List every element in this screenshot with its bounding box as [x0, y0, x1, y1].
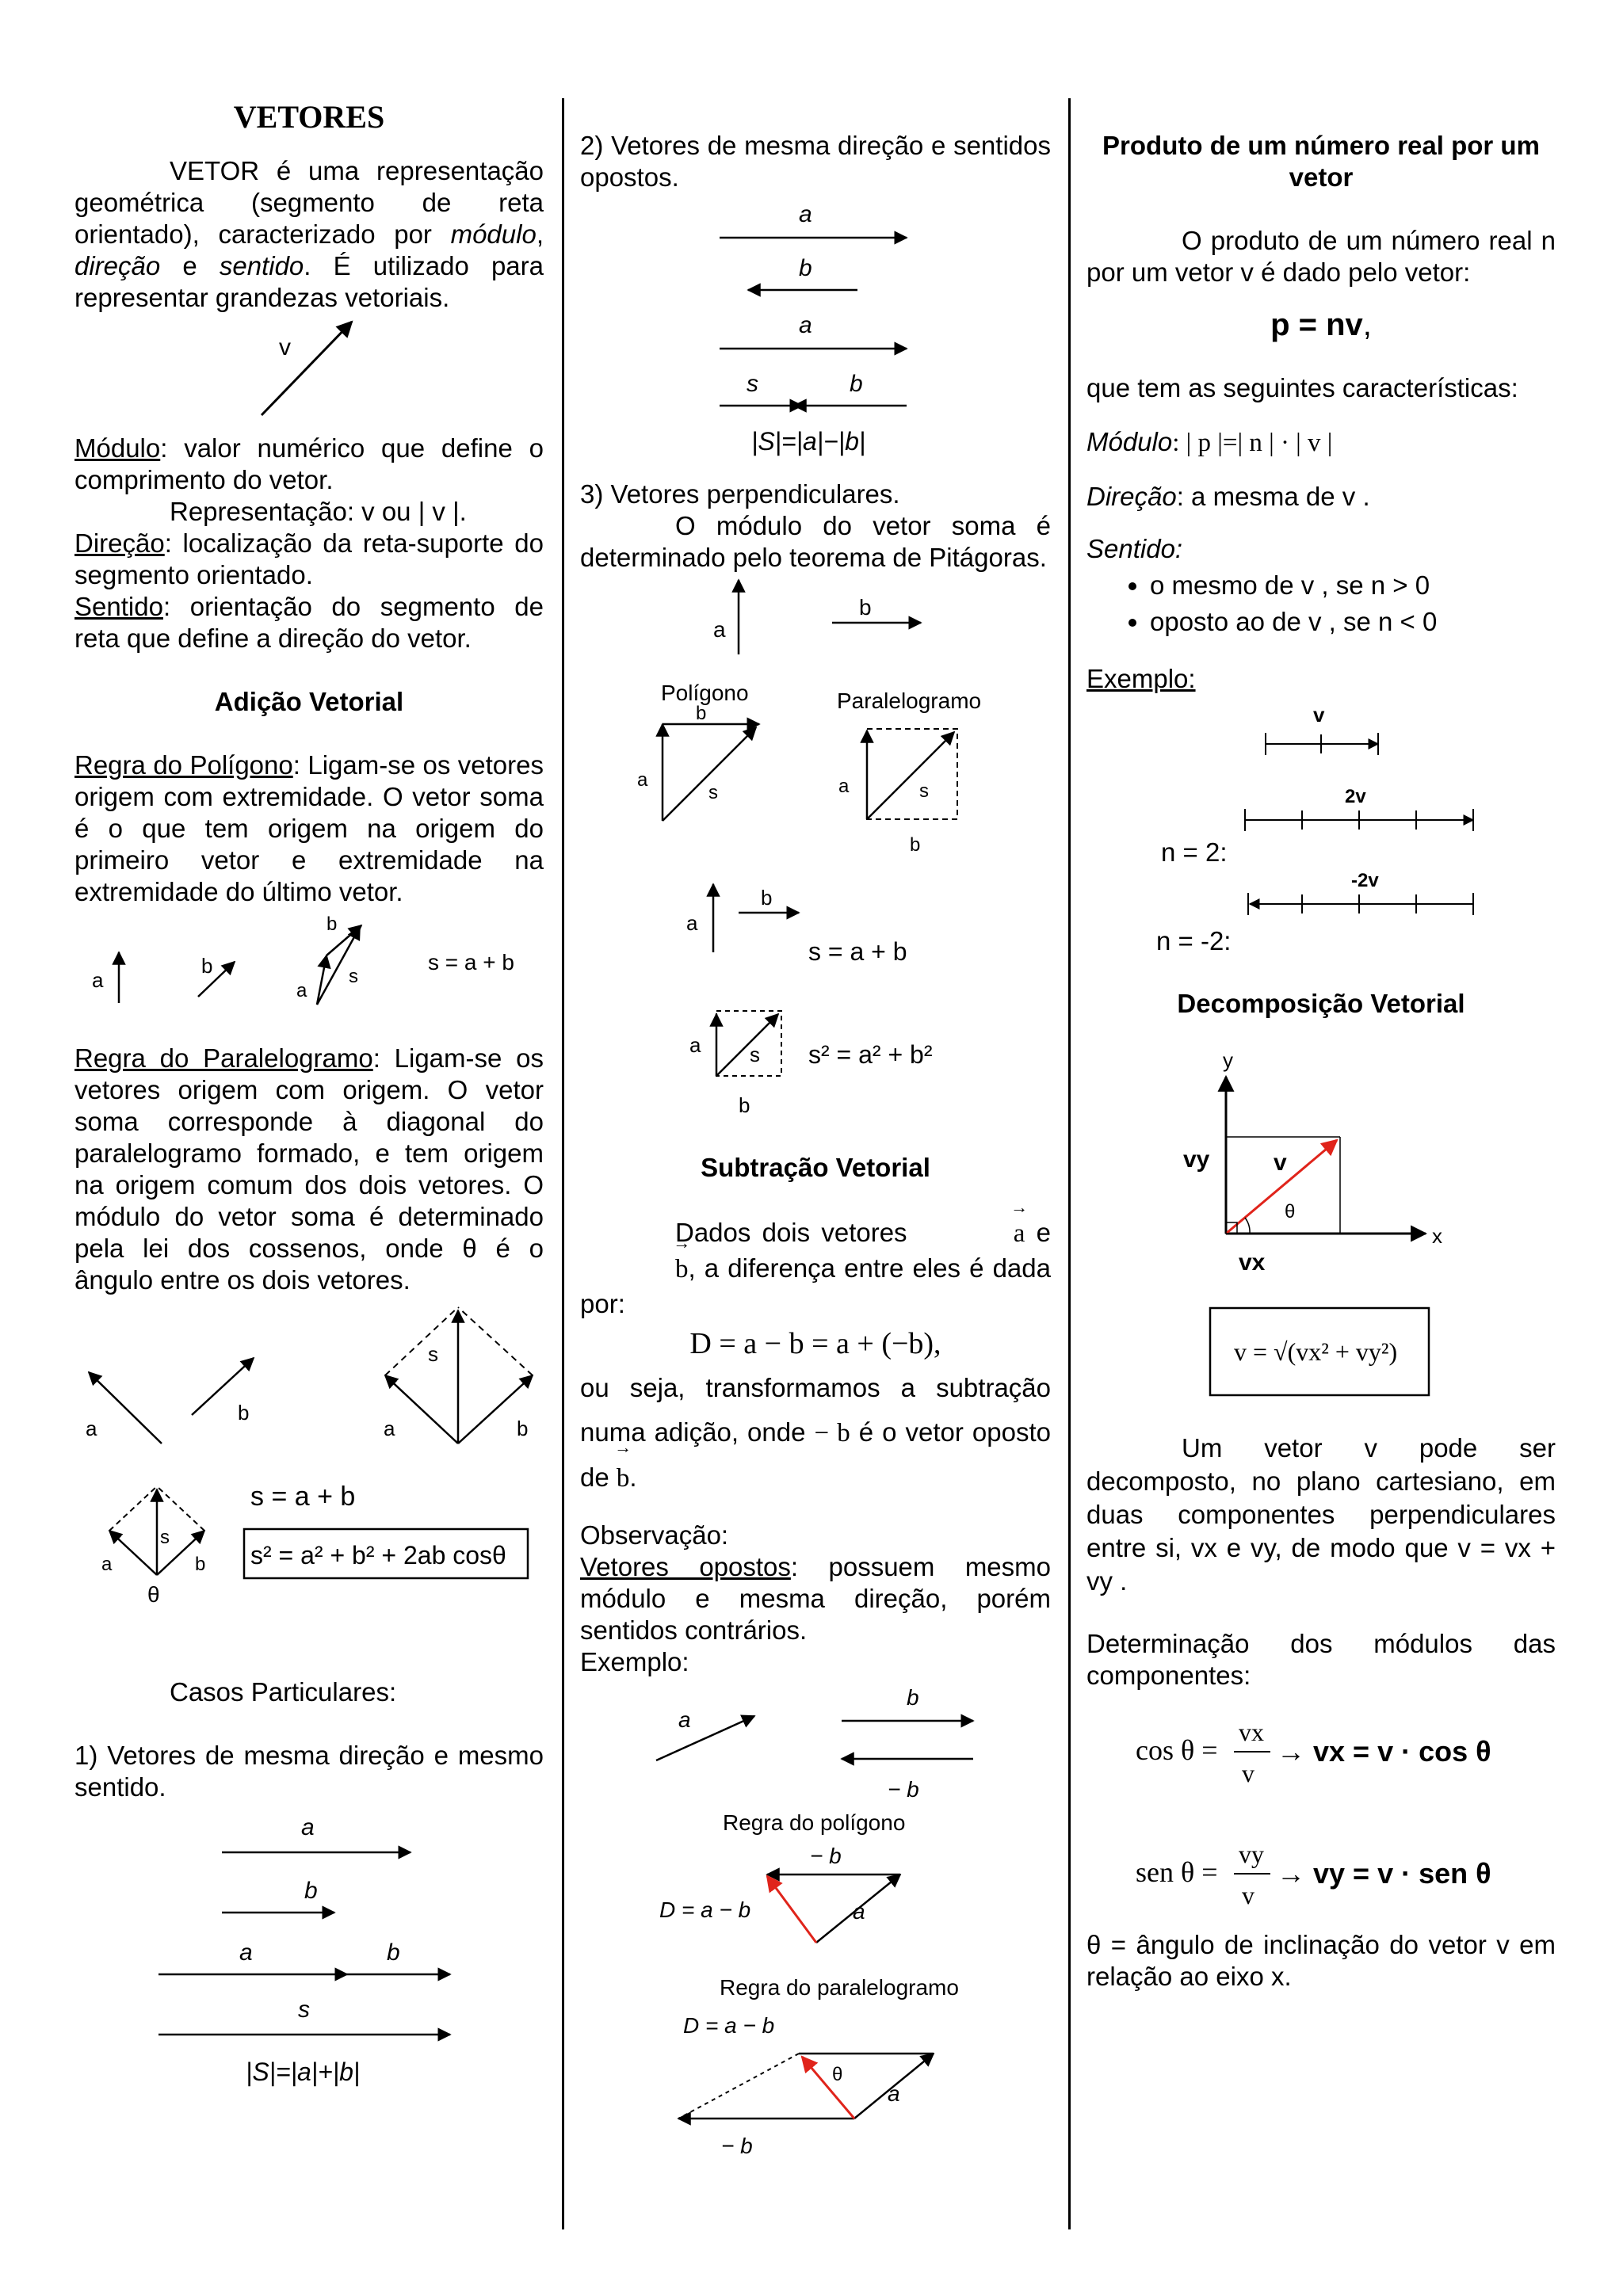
subtracao-paragraph-2: ou seja, transformamos a subtração numa adição, onde − b é o vetor oposto de → b.	[580, 1366, 1051, 1501]
vector-v-figure	[74, 314, 544, 433]
svg-text:a: a	[86, 1417, 97, 1440]
column-1	[74, 95, 544, 2096]
svg-text:b: b	[859, 595, 872, 620]
sentido-label: Sentido:	[1086, 534, 1183, 563]
subtracao-paragraph: Dados dois vetores → a e → b, a diferença entre eles é dada por:	[580, 1215, 1051, 1322]
page-title: VETORES	[233, 99, 385, 135]
svg-text:a: a	[713, 617, 726, 642]
svg-text:s: s	[428, 1342, 438, 1366]
adicao-title: Adição Vetorial	[214, 687, 404, 716]
pythagoras-equation: s² = a² + b²	[808, 1040, 933, 1069]
svg-text:− b: − b	[888, 1777, 919, 1802]
svg-text:s: s	[919, 780, 929, 802]
modulo-line: Módulo: | p |=| n | · | v |	[1086, 427, 1333, 457]
polygon-sum-equation: s = a + b	[428, 950, 514, 974]
svg-text:a: a	[101, 1554, 113, 1575]
svg-text:b: b	[799, 255, 812, 281]
svg-text:v: v	[1313, 703, 1325, 727]
theta-definition: θ = ângulo de inclinação do vetor v em relação ao eixo x.	[1086, 1930, 1556, 1991]
sentido-list	[1086, 570, 1556, 638]
svg-text:s: s	[750, 1043, 760, 1066]
caso2-text: 2) Vetores de mesma direção e sentidos opostos.	[580, 131, 1051, 192]
svg-text:b: b	[910, 834, 921, 856]
subtraction-formula: D = a − b = a + (−b),	[689, 1327, 941, 1360]
svg-text:x: x	[1432, 1224, 1442, 1248]
svg-text:vy: vy	[1239, 1840, 1264, 1868]
svg-text:θ: θ	[147, 1582, 160, 1607]
svg-text:s: s	[298, 1997, 310, 2023]
svg-text:b: b	[907, 1685, 919, 1710]
svg-text:v: v	[1242, 1759, 1254, 1787]
svg-text:a: a	[384, 1417, 395, 1440]
decomposicao-title: Decomposição Vetorial	[1177, 989, 1465, 1018]
regra-paralelogramo-caption: Regra do paralelogramo	[720, 1975, 959, 2000]
vector-v-label: v	[279, 334, 291, 360]
svg-text:b: b	[517, 1417, 529, 1440]
opposite-direction-figure	[580, 193, 1051, 479]
column-2	[580, 95, 1051, 2169]
column-divider-2	[1068, 98, 1071, 2229]
svg-text:s: s	[747, 371, 758, 397]
caso1-text: 1) Vetores de mesma direção e mesmo sentido.	[74, 1741, 544, 1802]
svg-text:b: b	[850, 371, 863, 397]
cos-formula-rhs: → vx = v · cos θ	[1277, 1735, 1491, 1768]
svg-text:− b: − b	[721, 2134, 753, 2158]
opostos-paragraph: Vetores opostos: possuem mesmo módulo e mesma direção, porém sentidos contrários.	[580, 1552, 1051, 1645]
poligono-paragraph: Regra do Polígono: Ligam-se os vetores origem com extremidade. O vetor soma é o que tem origem na origem do primeiro vetor e extremidade na extremidade do último vetor.	[74, 750, 544, 906]
parallelogram-difference-equation: D = a − b	[683, 2013, 775, 2038]
svg-text:a: a	[686, 911, 698, 935]
cos-formula-lhs: cos θ =	[1136, 1734, 1218, 1766]
svg-text:a: a	[637, 769, 648, 791]
produto-title: Produto de um número real por um vetor	[1102, 131, 1540, 192]
svg-text:y: y	[1223, 1048, 1233, 1072]
svg-text:− b: − b	[810, 1844, 842, 1868]
vx-label: vx	[1239, 1249, 1266, 1276]
observacao-label: Observação:	[580, 1520, 729, 1550]
column-divider-1	[562, 98, 564, 2229]
svg-text:a: a	[296, 980, 307, 1001]
svg-text:v: v	[1242, 1881, 1254, 1909]
parallelogram-sum-equation: s = a + b	[250, 1482, 356, 1512]
sen-formula-lhs: sen θ =	[1136, 1856, 1218, 1888]
sentido-item: • oposto ao de v , se n < 0	[1150, 606, 1556, 638]
exemplo-label: Exemplo:	[580, 1647, 689, 1676]
same-direction-figure	[74, 1803, 544, 2096]
svg-text:θ: θ	[1285, 1201, 1296, 1222]
polygon-caption: Polígono	[661, 681, 749, 705]
representacao-line: Representação: v ou | v |.	[170, 497, 467, 526]
same-direction-equation: |S|=|a|+|b|	[246, 2058, 361, 2086]
column-3	[1086, 95, 1556, 1993]
svg-text:s: s	[349, 966, 358, 987]
svg-text:a: a	[799, 312, 812, 338]
svg-text:s: s	[160, 1527, 170, 1548]
svg-text:s: s	[708, 782, 718, 803]
polygon-rule-figure	[74, 908, 544, 1011]
svg-text:a: a	[689, 1033, 701, 1057]
svg-text:b: b	[201, 954, 213, 978]
cosine-law-equation: s² = a² + b² + 2ab cosθ	[250, 1541, 506, 1569]
svg-text:n = 2:: n = 2:	[1161, 837, 1228, 867]
magnitude-formula: v = √(vx² + vy²)	[1234, 1337, 1398, 1366]
caracteristicas-line: que tem as seguintes características:	[1086, 373, 1518, 402]
svg-text:a: a	[239, 1939, 253, 1966]
decomposicao-paragraph: Um vetor v pode ser decomposto, no plano cartesiano, em duas componentes perpendiculares entre si, vx e vy, de modo que v = vx + vy .	[1086, 1433, 1556, 1596]
svg-text:2v: 2v	[1345, 786, 1366, 807]
intro-paragraph: VETOR é uma representação geométrica (segmento de reta orientado), caracterizado por módulo, direção e sentido. É utilizado para representar grandezas vetoriais.	[74, 156, 544, 312]
perpendicular-sum-equation: s = a + b	[808, 937, 907, 966]
svg-text:b: b	[696, 703, 707, 724]
sentido-item: • o mesmo de v , se n > 0	[1150, 570, 1556, 601]
v-label: v	[1274, 1150, 1287, 1176]
svg-text:a: a	[92, 968, 104, 992]
caso3-title: 3) Vetores perpendiculares.	[580, 479, 900, 509]
produto-formula: p = nv,	[1270, 307, 1372, 342]
opposite-direction-equation: |S|=|a|−|b|	[751, 427, 866, 456]
svg-text:b: b	[739, 1093, 750, 1117]
parallelogram-rule-figure	[74, 1296, 544, 1661]
sen-formula-rhs: → vy = v · sen θ	[1277, 1857, 1491, 1890]
perpendicular-figure	[580, 574, 1051, 1136]
polygon-difference-equation: D = a − b	[659, 1897, 751, 1922]
determinacao-paragraph: Determinação dos módulos das componentes:	[1086, 1629, 1556, 1690]
modulo-paragraph: Módulo: valor numérico que define o comprimento do vetor.	[74, 433, 544, 494]
svg-text:a: a	[301, 1814, 315, 1840]
direcao-line: Direção: a mesma de v .	[1086, 482, 1370, 511]
vy-label: vy	[1183, 1146, 1210, 1173]
svg-text:a: a	[838, 776, 850, 797]
sentido-paragraph: Sentido: orientação do segmento de reta que define a direção do vetor.	[74, 592, 544, 653]
svg-text:a: a	[853, 1899, 865, 1924]
svg-text:b: b	[327, 913, 338, 935]
svg-text:-2v: -2v	[1351, 870, 1379, 891]
svg-text:a: a	[799, 201, 812, 227]
paralelogramo-paragraph: Regra do Paralelogramo: Ligam-se os vetores origem com origem. O vetor soma corresponde à diagonal do paralelogramo formado, e tem origem na origem comum dos dois vetores. O módulo do vetor soma é determinado pela lei dos cossenos, onde θ é o ângulo entre os dois vetores.	[74, 1043, 544, 1295]
svg-text:a: a	[678, 1707, 691, 1732]
svg-text:θ: θ	[832, 2064, 843, 2085]
svg-text:a: a	[888, 2081, 900, 2106]
vector-decomposition-figure	[1086, 1020, 1556, 1432]
svg-text:vx: vx	[1239, 1718, 1264, 1746]
exemplo-label: Exemplo:	[1086, 664, 1196, 693]
subtraction-example-figure	[580, 1678, 1051, 2169]
svg-text:b: b	[238, 1401, 250, 1425]
scalar-product-example-figure	[1086, 695, 1556, 964]
parallelogram-caption: Paralelogramo	[837, 688, 982, 713]
svg-text:b: b	[195, 1554, 206, 1575]
svg-text:b: b	[304, 1878, 318, 1904]
regra-poligono-caption: Regra do polígono	[723, 1810, 906, 1835]
svg-text:b: b	[387, 1939, 400, 1966]
svg-text:n = -2:: n = -2:	[1156, 926, 1232, 955]
caso3-text: O módulo do vetor soma é determinado pelo teorema de Pitágoras.	[580, 511, 1051, 572]
produto-paragraph: O produto de um número real n por um vetor v é dado pelo vetor:	[1086, 226, 1556, 287]
components-formulas-figure	[1086, 1691, 1556, 1929]
direcao-paragraph: Direção: localização da reta-suporte do segmento orientado.	[74, 528, 544, 589]
casos-particulares-title: Casos Particulares:	[170, 1677, 397, 1707]
svg-text:b: b	[761, 886, 773, 910]
subtracao-title: Subtração Vetorial	[701, 1153, 930, 1182]
